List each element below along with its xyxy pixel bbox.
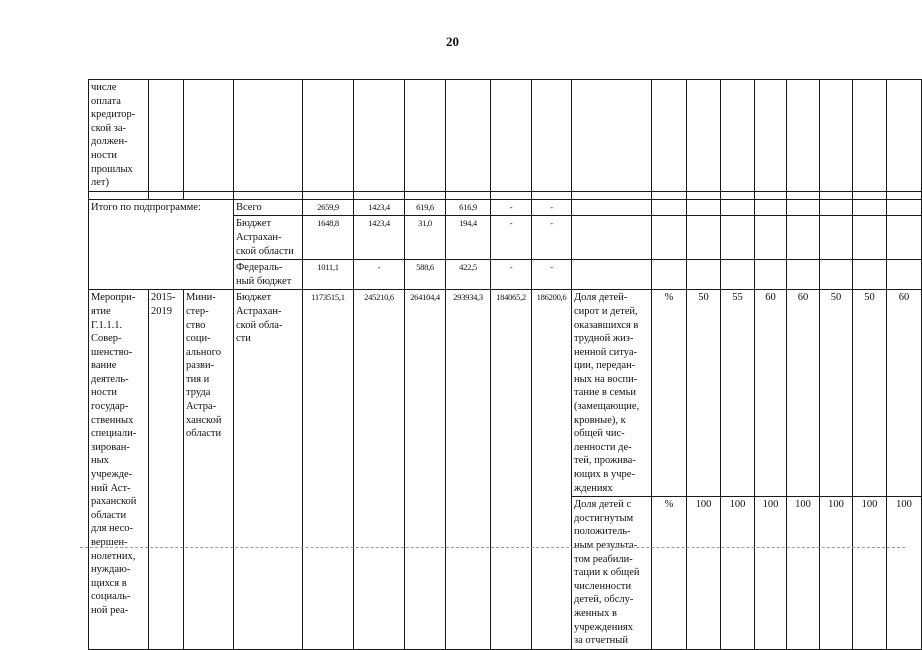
indicator-value: 55 (721, 290, 755, 497)
total-value: 1011,1 (303, 260, 354, 290)
total-value: 1648,8 (303, 216, 354, 260)
indicator-value: 50 (820, 290, 853, 497)
total-value: - (532, 199, 572, 216)
indicator-value: 60 (755, 290, 787, 497)
total-value: 588,6 (405, 260, 446, 290)
indicator-unit: % (652, 290, 687, 497)
indicator-text: Доля детей с достигнутым положитель- ным результа- том реабили- тации к общей численности детей, обслу- женных в учреждениях за отчетный (572, 497, 652, 650)
measure-period: 2015- 2019 (149, 290, 184, 649)
measure-value: 245210,6 (354, 290, 405, 649)
indicator-unit: % (652, 497, 687, 650)
indicator-text: Доля детей- сирот и детей, оказавшихся в трудной жиз- ненной ситуа- ции, передан- ных на воспи- тание в семьи (замещающие, кровные), к общей чис- ленности де- тей, прожива- ющих в учре- ждениях (572, 290, 652, 497)
total-value: - (532, 260, 572, 290)
scan-artifact-line (80, 547, 905, 548)
total-value: 616,9 (446, 199, 491, 216)
indicator-value: 100 (787, 497, 820, 650)
total-value: 2659,9 (303, 199, 354, 216)
spacer-row (89, 191, 922, 199)
subprogram-total-label: Итого по подпрограмме: (89, 199, 234, 290)
total-row-all (89, 199, 922, 216)
measure-executor: Мини- стер- ство соци- ального разви- тия и труда Астра- ханской области (184, 290, 234, 649)
measure-name: Меропри- ятие Г.1.1.1. Совер- шенство- вание деятель- ности государ- ственных специали- зирован- ных учрежде- ний Аст- раханской области для несо- вершен- нолетних, нуждаю- щихся в социаль- ной реа- (89, 290, 149, 649)
measure-row (89, 290, 922, 497)
measure-value: 186200,6 (532, 290, 572, 649)
total-value: - (491, 260, 532, 290)
measure-value: 184065,2 (491, 290, 532, 649)
indicator-value: 100 (721, 497, 755, 650)
indicator-value: 100 (853, 497, 887, 650)
measure-value: 293934,3 (446, 290, 491, 649)
indicator-value: 100 (887, 497, 922, 650)
indicator-value: 50 (853, 290, 887, 497)
indicator-value: 50 (687, 290, 721, 497)
total-value: 619,6 (405, 199, 446, 216)
total-source: Всего (234, 199, 303, 216)
total-value: - (491, 199, 532, 216)
continuation-text: числе оплата кредитор- ской за- должен- ности прошлых лет) (89, 80, 149, 192)
total-value: 31,0 (405, 216, 446, 260)
measure-source: Бюджет Астрахан- ской обла- сти (234, 290, 303, 649)
total-value: - (532, 216, 572, 260)
total-value: 422,5 (446, 260, 491, 290)
continuation-row (89, 80, 922, 192)
total-source: Федераль- ный бюджет (234, 260, 303, 290)
program-table (88, 79, 922, 650)
indicator-value: 100 (755, 497, 787, 650)
total-value: 1423,4 (354, 199, 405, 216)
indicator-value: 100 (687, 497, 721, 650)
indicator-value: 60 (887, 290, 922, 497)
total-value: - (354, 260, 405, 290)
page-number: 20 (446, 34, 459, 49)
indicator-value: 60 (787, 290, 820, 497)
measure-value: 264104,4 (405, 290, 446, 649)
measure-value: 1173515,1 (303, 290, 354, 649)
total-source: Бюджет Астрахан- ской области (234, 216, 303, 260)
total-value: 1423,4 (354, 216, 405, 260)
total-value: 194,4 (446, 216, 491, 260)
indicator-value: 100 (820, 497, 853, 650)
total-value: - (491, 216, 532, 260)
